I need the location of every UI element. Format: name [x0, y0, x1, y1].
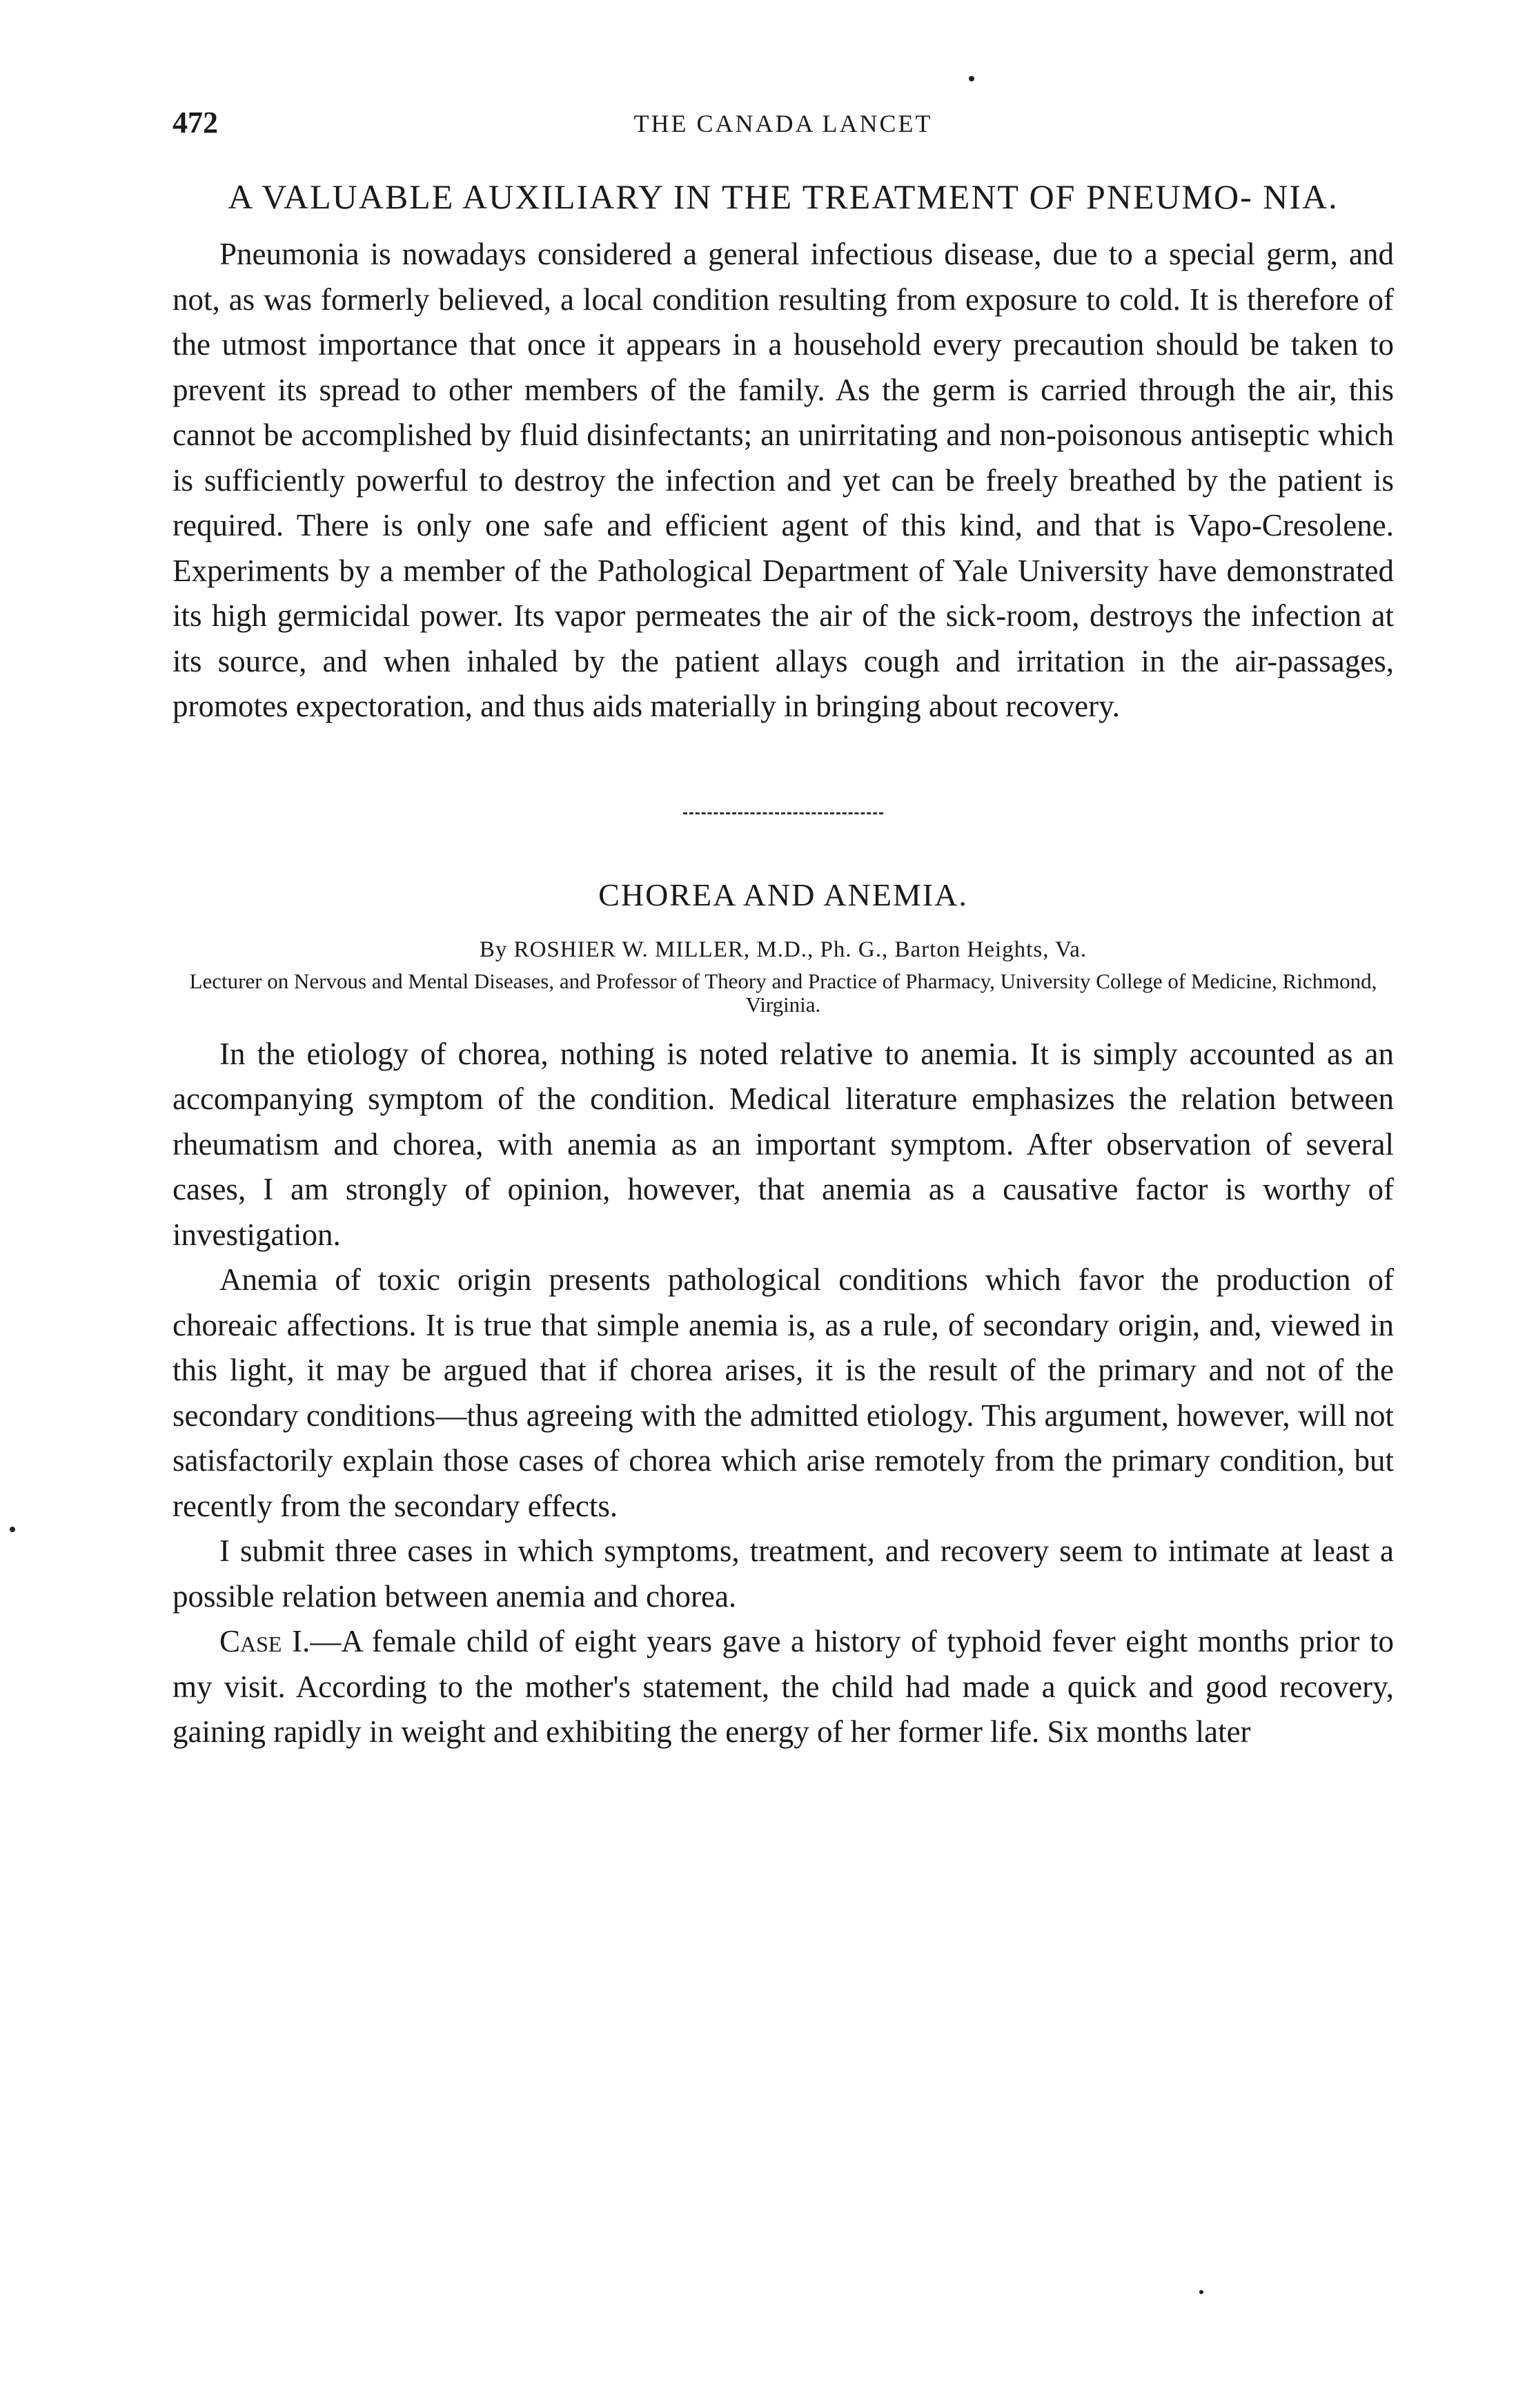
- author-affiliation: Lecturer on Nervous and Mental Diseases, and Professor of Theory and Practice of Pharmacy, University College of Medicine, Richmond, Virginia.: [189, 968, 1377, 1017]
- case-text: —A female child of eight years gave a history of typhoid fever eight months prior to my visit. According to the mother's statement, the child had made a quick and good recovery, gaining rapidly in weight and exhibiting the energy of her former life. Six months later: [173, 1624, 1395, 1749]
- case-paragraph: [173, 1619, 1394, 1755]
- article-title: A VALUABLE AUXILIARY IN THE TREATMENT OF PNEUMO- NIA.: [228, 177, 1339, 216]
- article-paragraph: I submit three cases in which symptoms, treatment, and recovery seem to intimate at least a possible relation between anemia and chorea.: [173, 1534, 1394, 1614]
- section-divider: [683, 812, 883, 814]
- article-paragraph: Pneumonia is nowadays considered a general infectious disease, due to a special germ, and not, as was formerly believed, a local condition resulting from exposure to cold. It is therefore of the utmost importance that once it appears in a household every precaution should be taken to prevent its spread to other members of the family. As the germ is carried through the air, this cannot be accomplished by fluid disinfectants; an unirritating and non-poisonous antiseptic which is sufficiently powerful to destroy the infection and yet can be freely breathed by the patient is required. There is only one safe and efficient agent of this kind, and that is Vapo-Cresolene. Experiments by a member of the Pathological Department of Yale University have demonstrated its high germicidal power. Its vapor permeates the air of the sick-room, destroys the infection at its source, and when inhaled by the patient allays cough and irritation in the air-passages, promotes expectoration, and thus aids materially in bringing about recovery.: [173, 237, 1394, 723]
- margin-ink-dot: [10, 1527, 15, 1532]
- author-byline: By ROSHIER W. MILLER, M.D., Ph. G., Barton Heights, Va.: [479, 937, 1087, 962]
- stray-ink-dot: [1199, 2290, 1203, 2294]
- stray-ink-dot: [969, 76, 974, 81]
- page-number: 472: [173, 106, 218, 139]
- article-chorea: [173, 871, 1394, 1755]
- article-pneumonia: [173, 173, 1394, 730]
- running-head: [173, 90, 1394, 145]
- article-paragraph: In the etiology of chorea, nothing is noted relative to anemia. It is simply accounted as an accompanying symptom of the condition. Medical literature emphasizes the relation between rheumatism and chorea, with anemia as an important symptom. After observation of several cases, I am strongly of opinion, however, that anemia as a causative factor is worthy of investigation.: [173, 1036, 1394, 1252]
- case-label: Case I.: [219, 1624, 311, 1658]
- article-paragraph: Anemia of toxic origin presents pathological conditions which favor the production of choreaic affections. It is true that simple anemia is, as a rule, of secondary origin, and, viewed in this light, it may be argued that if chorea arises, it is the result of the primary and not of the secondary conditions—thus agreeing with the admitted etiology. This argument, however, will not satisfactorily explain those cases of chorea which arise remotely from the primary condition, but recently from the secondary effects.: [173, 1262, 1394, 1523]
- journal-page: [173, 90, 1394, 1755]
- article-title: CHOREA AND ANEMIA.: [598, 877, 968, 912]
- journal-title: THE CANADA LANCET: [633, 110, 933, 137]
